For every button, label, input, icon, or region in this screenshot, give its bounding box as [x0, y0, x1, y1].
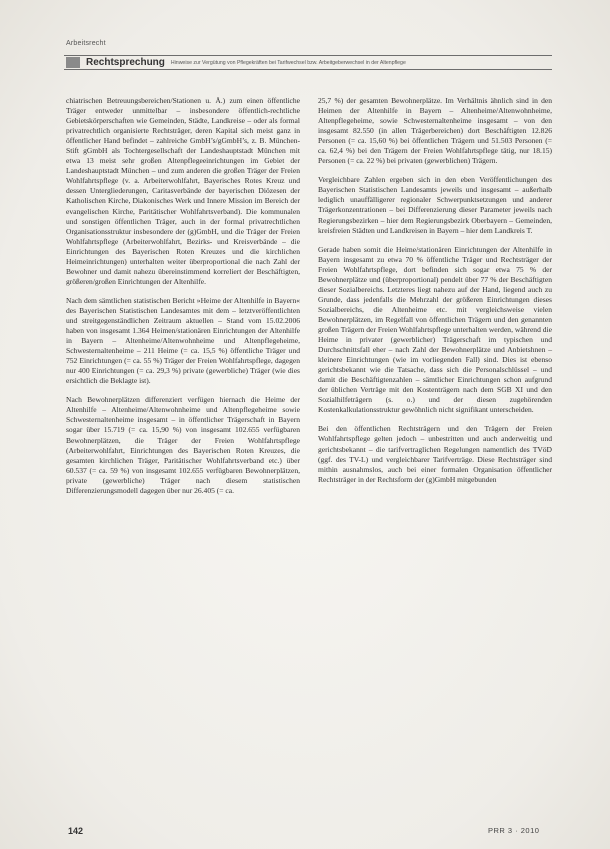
- page-number: 142: [68, 826, 84, 836]
- paragraph: Bei den öffentlichen Rechtsträgern und den Trägern der Freien Wohlfahrtspflege gelten jedoch – unbestritten und auch anderweitig und gerichtsbekannt – die tarifvertraglichen Regelungen namentlich des TVöD (ggf. des TV-L) und vergleichbarer Tarifverträge. Diese Rechtsträger sind mithin ausnahmslos, auch bei einer formalen Organisation öffentlicher Rechtsträger in der Rechtsform der (g)GmbH mitgebunden: [318, 424, 552, 484]
- paragraph: Nach Bewohnerplätzen differenziert verfügen hiernach die Heime der Altenhilfe – Altenheime/Altenwohnheime und Altenpflegeheime sowie Schwesternaltenheime insgesamt – in öffentlicher Trägerschaft in Bayern sogar über 15.719 (= ca. 15,90 %) von insgesamt 102.655 verfügbaren Bewohnerplätzen, die Träger der Freien Wohlfahrtspflege (Arbeiterwohlfahrt, Einrichtungen des Bayerischen Roten Kreuzes, die gesamten kirchlichen Träger, Paritätischer Wohlfahrtsverband etc.) über 60.537 (= ca. 59 %) von insgesamt 102.655 verfügbaren Bewohnerplätzen, private (gewerbliche) Träger nach diesem statistischen Differenzierungsmodell dagegen über nur 26.405 (= ca.: [66, 395, 300, 495]
- paragraph: Nach dem sämtlichen statistischen Bericht »Heime der Altenhilfe in Bayern« des Bayerischen Statistischen Landesamtes mit dem – letztveröffentlichten und streitgegenständlichen Zeitraum aktuellen – Stand vom 15.02.2006 haben von insgesamt 1.364 Heimen/stationären Einrichtungen der Altenhilfe in Bayern – Altenheime/Altenwohnheime und Altenpflegeheime, Schwesternaltenheime – 211 Heime (= ca. 15,5 %) öffentliche Träger und 752 Einrichtungen (= ca. 55 %) Träger der Freien Wohlfahrtspflege, dagegen nur 400 Einrichtungen (= ca. 29,3 %) private (gewerbliche) Träger (wie dies ersichtlich die Beklagte ist).: [66, 295, 300, 386]
- journal-reference: PRR 3 · 2010: [488, 826, 540, 835]
- header-title: Rechtsprechung: [86, 57, 165, 68]
- section-label: Arbeitsrecht: [66, 40, 106, 47]
- header-subtitle: Hinweise zur Vergütung von Pflegekräften bei Tarifwechsel bzw. Arbeitgeberwechsel in der Altenpflege: [170, 59, 406, 66]
- header-marker: [66, 57, 80, 68]
- running-header: [64, 55, 552, 70]
- paragraph: chiatrischen Betreuungsbereichen/Stationen u. Ä.) zum einen öffentliche Träger entweder unmittelbar – insbesondere öffentlich-rechtliche Gebietskörperschaften wie Gemeinden, Städte, Landkreise – oder als formal privatrechtlich organisierte Rechtsträger, deren Kapital sich meist ganz in öffentlicher Hand befindet – zahlreiche GmbH’s/gGmbH’s, z. B. München-Stift gGmbH als Tochtergesellschaft der Landeshauptstadt München mit etwa 13 meist sehr großen Altenpflegeeinrichtungen im Gebiet der Landeshauptstadt München – und zum anderen die großen Träger der Freien Wohlfahrtspflege (v. a. Arbeiterwohlfahrt, Bayerisches Rotes Kreuz und dessen Untergliederungen, Caritasverbände der bayerischen Diözesen der Katholischen Kirche, Diakonisches Werk und Innere Mission im Bereich der evangelischen Kirche, Paritätischer Wohlfahrtsverband). Die kommunalen und sonstigen öffentlichen Träger, auch in der formal privatrechtlichen Organisationsstruktur insbesondere der (g)GmbH, und die Träger der Freien Wohlfahrtspflege (Arbeiterwohlfahrt, Bezirks- und Kreisverbände – die Einrichtungen des Bayerischen Roten Kreuzes und die kirchlichen Heimeinrichtungen) unterhalten weiter überproportional die nach Zahl der Bewohner und damit nahezu übereinstimmend korreliert der Beschäftigten, größeren/großen Einrichtungen der Altenhilfe.: [66, 96, 300, 286]
- paragraph: 25,7 %) der gesamten Bewohnerplätze. Im Verhältnis ähnlich sind in den Heimen der Altenhilfe in Bayern – Altenheime/Altenwohnheime, Altenpflegeheime, sowie Schwesternaltenheime insgesamt – von den insgesamt 82.550 (in allen Trägerbereichen) dort Beschäftigten 12.826 Personen (= ca. 15,60 %) bei öffentlichen Trägern und 51.503 Personen (= ca. 62,4 %) bei den Trägern der Freien Wohlfahrtspflege tätig, nur 18.15) Personen (= ca. 22 %) bei privaten (gewerblichen) Trägern.: [318, 96, 552, 166]
- right-column: [318, 96, 552, 494]
- left-column: [66, 96, 300, 505]
- paragraph: Gerade haben somit die Heime/stationären Einrichtungen der Altenhilfe in Bayern insgesamt zu etwa 70 % öffentliche Träger und Rechtsträger der Freien Wohlfahrtspflege, dort befinden sich sogar etwa 75 % der Bewohnerplätze und (überproportional) pendelt über 77 % der Beschäftigten dieser Sozialbereichs. Letzteres liegt nahezu auf der Hand, liegend auch zu Grunde, dass jedenfalls die Mehrzahl der größeren Einrichtungen dieses Sozialbereichs, die Altenheime etc. mit vergleichsweise vielen Bewohnerplätzen, im Regelfall von öffentlichen Trägern und den genannten großen Trägern der Freien Wohlfahrtspflege unterhalten werden, während die Heime in privater (gewerblicher) Trägerschaft im typischen und Durchschnittsfall eher – nach Zahl der Bewohnerplätze und Anbietshnen – kleinere Einrichtungen (wie im vorliegenden Fall) sind. Dies ist ebenso gerichtsbekannt wie die Tatsache, dass sich die Personalschlüssel – und damit die Beschäftigtenzahlen – sämtlicher Einrichtungen schon aufgrund der üblichen Verträge mit den Kostenträgern nach dem SGB XI und den Sozialhilfeträgern (s. o.) und der diesen zugehörenden Kostenkalkulationsstruktur gewöhnlich nicht signifikant unterscheiden.: [318, 244, 552, 415]
- paragraph: Vergleichbare Zahlen ergeben sich in den eben Veröffentlichungen des Bayerischen Statistischen Landesamts jeweils und insgesamt – außerhalb lediglich unauffälligerer regionaler Schwerpunktsetzungen und anderer Trägerkonzentrationen – bei Differenzierung dieser Parameter jeweils nach Regierungsbezirken – hier dem Regierungsbezirk Oberbayern – Gemeinden, kreisfreien Städten und Landkreisen in Bayern – hier dem Landkreis T.: [318, 175, 552, 235]
